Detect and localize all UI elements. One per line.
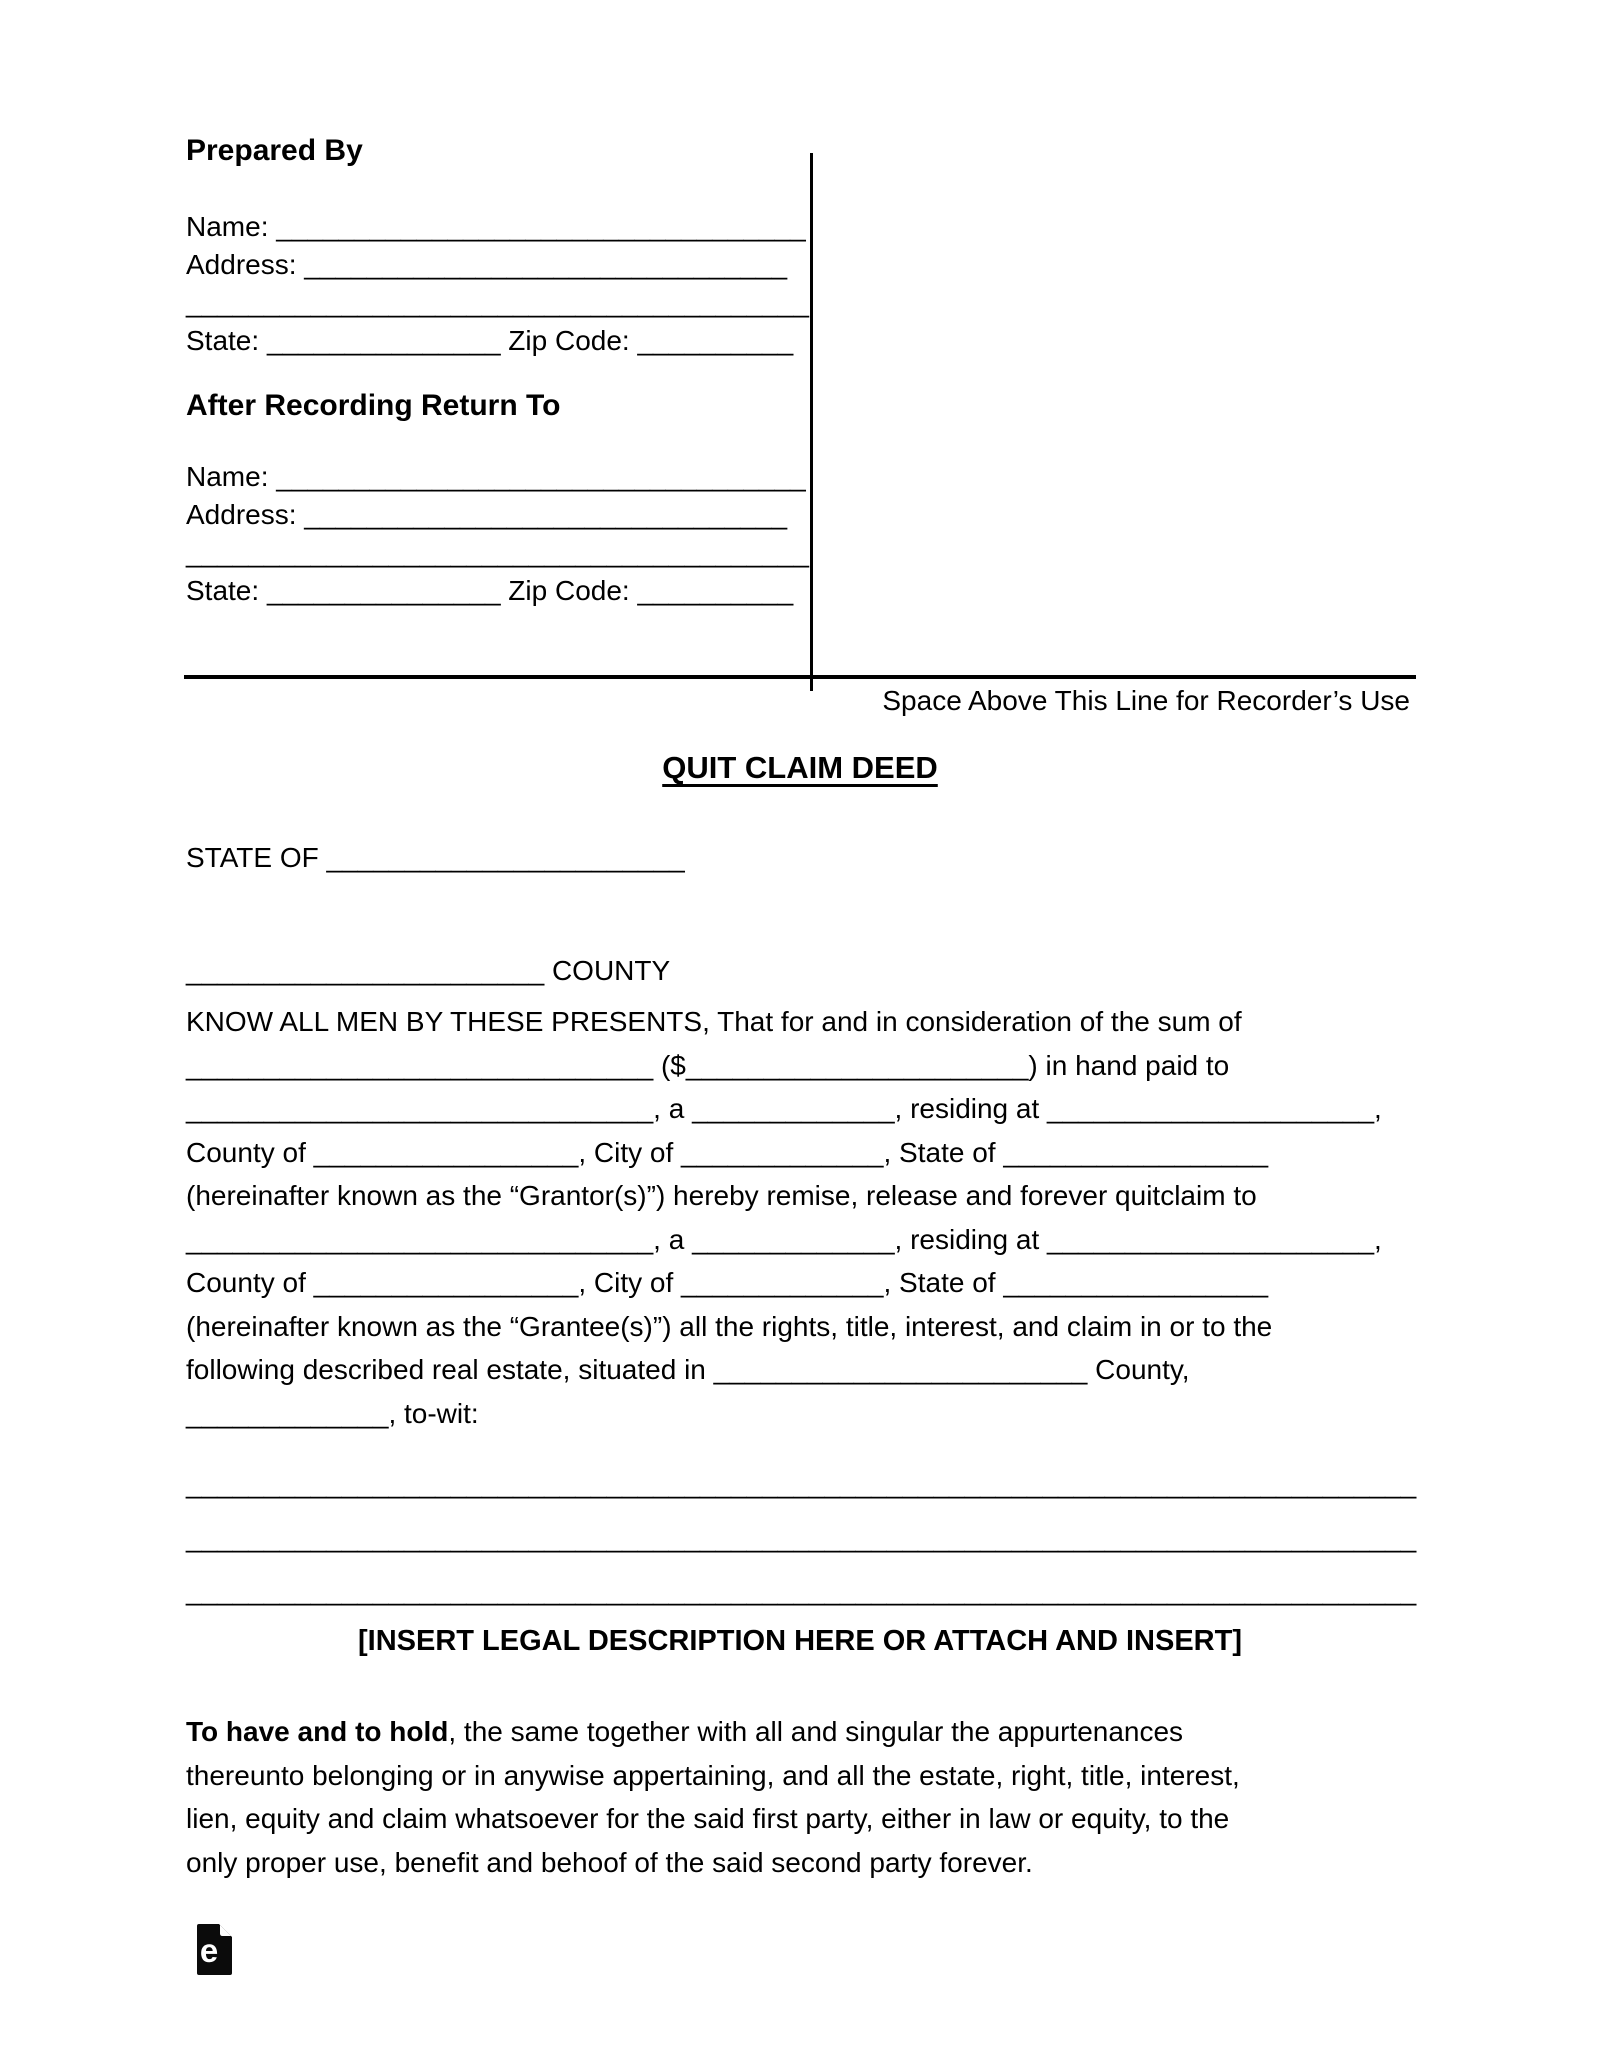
document-title: QUIT CLAIM DEED bbox=[662, 750, 938, 785]
recorder-box-horizontal-rule bbox=[184, 675, 1416, 679]
granting-line: (hereinafter known as the “Grantor(s)”) hereby remise, release and forever quitclaim to bbox=[186, 1180, 1257, 1211]
prepared-by-fields bbox=[186, 208, 809, 360]
after-recording-address-line2: ________________________________________ bbox=[186, 537, 809, 568]
legal-description-insert-note: [INSERT LEGAL DESCRIPTION HERE OR ATTACH AND INSERT] bbox=[358, 1625, 1242, 1657]
eforms-logo-letter: e bbox=[199, 1932, 219, 1969]
legal-description-blanks bbox=[186, 1457, 1416, 1618]
prepared-by-name-field: Name: __________________________________ bbox=[186, 211, 806, 242]
habendum-line: thereunto belonging or in anywise appertaining, and all the estate, right, title, interest, bbox=[186, 1759, 1240, 1791]
grantor-county-city-state-field: County of _________________, City of _____________, State of _________________ bbox=[186, 1136, 1269, 1168]
recorder-box-vertical-rule bbox=[810, 153, 813, 691]
after-recording-state-zip-field: State: _______________ Zip Code: __________ bbox=[186, 575, 794, 606]
consideration-amount-field: ______________________________ ($______________________) in hand paid to bbox=[186, 1049, 1230, 1081]
prepared-by-heading: Prepared By bbox=[186, 134, 363, 167]
after-recording-name-field: Name: __________________________________ bbox=[186, 461, 806, 492]
prepared-by-address-line2: ________________________________________ bbox=[186, 287, 809, 318]
granting-paragraph bbox=[186, 1000, 1382, 1435]
legal-description-blank-line: _______________________________________________________________________________ bbox=[186, 1521, 1417, 1553]
eforms-logo bbox=[197, 1924, 232, 1975]
after-recording-fields bbox=[186, 458, 809, 610]
prepared-by-state-zip-field: State: _______________ Zip Code: __________ bbox=[186, 325, 794, 356]
property-county-field: following described real estate, situated in ________________________ County, bbox=[186, 1354, 1190, 1385]
grantor-name-residence-field: ______________________________, a _____________, residing at _____________________, bbox=[186, 1093, 1382, 1124]
habendum-line bbox=[186, 1710, 1240, 1754]
to-wit-field: _____________, to-wit: bbox=[186, 1397, 479, 1429]
recorder-use-note: Space Above This Line for Recorder’s Use bbox=[882, 685, 1410, 716]
grantee-county-city-state-field: County of _________________, City of _____________, State of _________________ bbox=[186, 1267, 1269, 1298]
habendum-paragraph bbox=[186, 1710, 1240, 1884]
habendum-line: lien, equity and claim whatsoever for the said first party, either in law or equity, to the bbox=[186, 1803, 1230, 1834]
state-of-field: STATE OF _______________________ bbox=[186, 842, 685, 873]
granting-line: KNOW ALL MEN BY THESE PRESENTS, That for and in consideration of the sum of bbox=[186, 1006, 1242, 1037]
after-recording-heading: After Recording Return To bbox=[186, 389, 561, 422]
after-recording-address-field: Address: _______________________________ bbox=[186, 499, 788, 530]
grantee-name-residence-field: ______________________________, a _____________, residing at _____________________, bbox=[186, 1223, 1382, 1255]
habendum-line1-rest: , the same together with all and singular the appurtenances bbox=[448, 1716, 1184, 1747]
habendum-bold-lead: To have and to hold bbox=[186, 1716, 449, 1747]
county-field: _______________________ COUNTY bbox=[186, 955, 671, 986]
granting-line: (hereinafter known as the “Grantee(s)”) all the rights, title, interest, and claim in or to the bbox=[186, 1310, 1273, 1342]
legal-description-blank-line: _______________________________________________________________________________ bbox=[186, 1468, 1417, 1499]
legal-description-blank-line: _______________________________________________________________________________ bbox=[186, 1575, 1417, 1606]
habendum-line: only proper use, benefit and behoof of the said second party forever. bbox=[186, 1846, 1033, 1878]
prepared-by-address-field: Address: _______________________________ bbox=[186, 249, 788, 280]
